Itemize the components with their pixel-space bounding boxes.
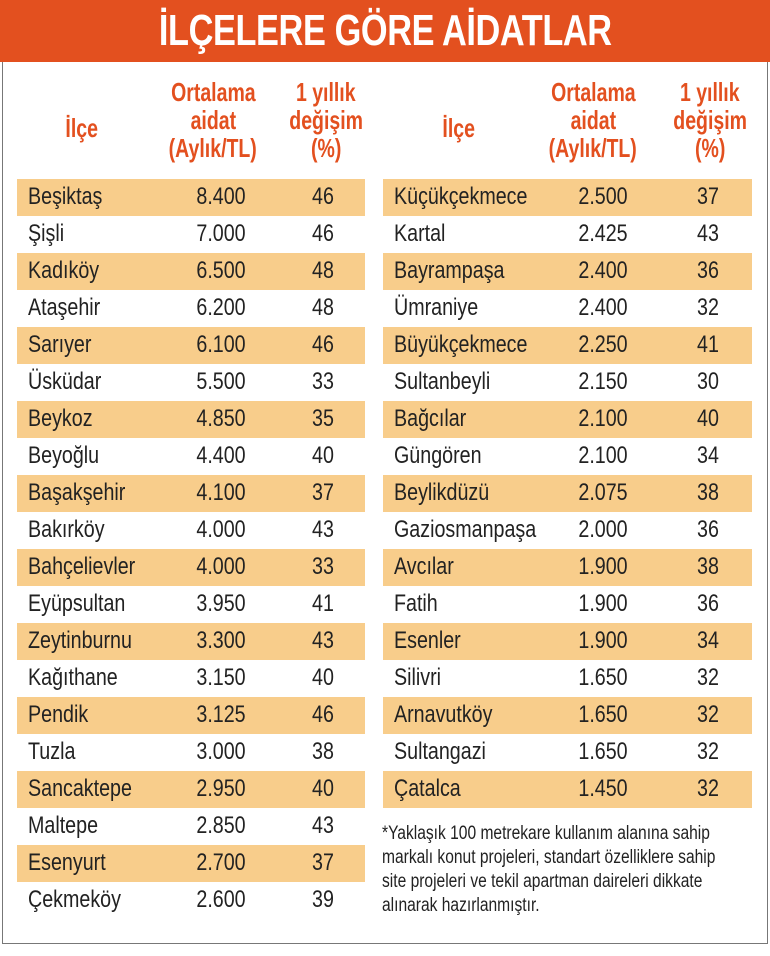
table-row xyxy=(383,697,752,734)
footnote-line: alınarak hazırlanmıştır. xyxy=(382,895,540,916)
yearly-change: 37 xyxy=(312,479,334,506)
average-fee: 4.400 xyxy=(196,442,246,469)
table-row xyxy=(17,512,365,549)
yearly-change: 33 xyxy=(312,553,334,580)
yearly-change: 37 xyxy=(312,849,334,876)
district-name: Maltepe xyxy=(28,812,99,839)
yearly-change: 39 xyxy=(312,886,334,913)
table-row xyxy=(17,771,365,808)
table-row xyxy=(383,475,752,512)
yearly-change: 36 xyxy=(697,516,719,543)
district-name: Ataşehir xyxy=(28,294,101,321)
yearly-change: 46 xyxy=(312,183,334,210)
average-fee: 2.700 xyxy=(196,849,246,876)
table-row xyxy=(17,216,365,253)
average-fee: 1.900 xyxy=(578,627,628,654)
yearly-change: 32 xyxy=(697,701,719,728)
table-row xyxy=(17,364,365,401)
average-fee: 1.650 xyxy=(578,738,628,765)
yearly-change: 41 xyxy=(697,331,719,358)
average-fee: 3.000 xyxy=(196,738,246,765)
table-row xyxy=(17,882,365,919)
district-name: Güngören xyxy=(394,442,482,469)
district-name: Arnavutköy xyxy=(394,701,493,728)
average-fee: 2.950 xyxy=(196,775,246,802)
district-name: Kartal xyxy=(394,220,446,247)
table-row xyxy=(383,512,752,549)
table-row xyxy=(383,216,752,253)
yearly-change: 32 xyxy=(697,294,719,321)
yearly-change: 40 xyxy=(312,775,334,802)
average-fee: 2.400 xyxy=(578,294,628,321)
table-row xyxy=(383,364,752,401)
table-row xyxy=(383,179,752,216)
average-fee: 2.850 xyxy=(196,812,246,839)
table-row xyxy=(17,327,365,364)
yearly-change: 36 xyxy=(697,590,719,617)
table-row xyxy=(17,179,365,216)
district-name: Beylikdüzü xyxy=(394,479,490,506)
district-name: Fatih xyxy=(394,590,438,617)
average-fee: 2.500 xyxy=(578,183,628,210)
district-name: Başakşehir xyxy=(28,479,126,506)
table-row xyxy=(17,697,365,734)
district-name: Tuzla xyxy=(28,738,76,765)
yearly-change: 40 xyxy=(312,442,334,469)
yearly-change: 41 xyxy=(312,590,334,617)
table-left xyxy=(17,179,365,919)
table-row xyxy=(17,475,365,512)
table-row xyxy=(17,660,365,697)
table-row xyxy=(17,586,365,623)
yearly-change: 32 xyxy=(697,664,719,691)
district-name: Ümraniye xyxy=(394,294,479,321)
table-row xyxy=(383,290,752,327)
table-row xyxy=(17,438,365,475)
yearly-change: 34 xyxy=(697,627,719,654)
average-fee: 1.450 xyxy=(578,775,628,802)
table-row xyxy=(17,808,365,845)
yearly-change: 43 xyxy=(312,627,334,654)
yearly-change: 46 xyxy=(312,331,334,358)
header-change-left: 1 yıllık değişim (%) xyxy=(289,77,363,163)
average-fee: 1.650 xyxy=(578,701,628,728)
average-fee: 6.200 xyxy=(196,294,246,321)
average-fee: 4.000 xyxy=(196,553,246,580)
average-fee: 4.100 xyxy=(196,479,246,506)
district-name: Bayrampaşa xyxy=(394,257,505,284)
district-name: Eyüpsultan xyxy=(28,590,126,617)
district-name: Zeytinburnu xyxy=(28,627,132,654)
table-row xyxy=(17,623,365,660)
district-name: Avcılar xyxy=(394,553,454,580)
district-name: Bahçelievler xyxy=(28,553,136,580)
district-name: Beykoz xyxy=(28,405,93,432)
average-fee: 2.100 xyxy=(578,442,628,469)
yearly-change: 33 xyxy=(312,368,334,395)
table-row xyxy=(383,734,752,771)
district-name: Esenler xyxy=(394,627,461,654)
yearly-change: 37 xyxy=(697,183,719,210)
table-row xyxy=(17,253,365,290)
district-name: Beyoğlu xyxy=(28,442,100,469)
yearly-change: 38 xyxy=(697,553,719,580)
yearly-change: 43 xyxy=(697,220,719,247)
district-name: Bakırköy xyxy=(28,516,105,543)
average-fee: 2.150 xyxy=(578,368,628,395)
yearly-change: 35 xyxy=(312,405,334,432)
yearly-change: 30 xyxy=(697,368,719,395)
header-avg-right: Ortalama aidat (Aylık/TL) xyxy=(548,77,638,163)
header-change-right: 1 yıllık değişim (%) xyxy=(673,77,747,163)
average-fee: 7.000 xyxy=(196,220,246,247)
footnote-line: *Yaklaşık 100 metrekare kullanım alanına sahip xyxy=(382,823,710,844)
district-name: Büyükçekmece xyxy=(394,331,528,358)
district-name: Bağcılar xyxy=(394,405,467,432)
table-row xyxy=(17,401,365,438)
yearly-change: 40 xyxy=(312,664,334,691)
yearly-change: 46 xyxy=(312,701,334,728)
table-row xyxy=(17,549,365,586)
district-name: Beşiktaş xyxy=(28,183,103,210)
district-name: Pendik xyxy=(28,701,89,728)
page-title: İLÇELERE GÖRE AİDATLAR xyxy=(158,6,612,55)
district-name: Üsküdar xyxy=(28,368,102,395)
table-row xyxy=(383,549,752,586)
yearly-change: 34 xyxy=(697,442,719,469)
average-fee: 3.150 xyxy=(196,664,246,691)
yearly-change: 40 xyxy=(697,405,719,432)
table-row xyxy=(383,327,752,364)
table-row xyxy=(383,253,752,290)
district-name: Silivri xyxy=(394,664,442,691)
table-row xyxy=(383,401,752,438)
average-fee: 3.300 xyxy=(196,627,246,654)
yearly-change: 48 xyxy=(312,294,334,321)
average-fee: 2.250 xyxy=(578,331,628,358)
average-fee: 2.000 xyxy=(578,516,628,543)
district-name: Kadıköy xyxy=(28,257,100,284)
average-fee: 4.850 xyxy=(196,405,246,432)
district-name: Kağıthane xyxy=(28,664,118,691)
district-name: Şişli xyxy=(28,220,65,247)
average-fee: 4.000 xyxy=(196,516,246,543)
average-fee: 2.600 xyxy=(196,886,246,913)
header-district-right: İlçe xyxy=(442,113,475,143)
table-row xyxy=(383,660,752,697)
district-name: Çekmeköy xyxy=(28,886,121,913)
table-right xyxy=(383,179,752,808)
average-fee: 2.425 xyxy=(578,220,628,247)
average-fee: 1.650 xyxy=(578,664,628,691)
table-row xyxy=(383,438,752,475)
yearly-change: 43 xyxy=(312,812,334,839)
yearly-change: 46 xyxy=(312,220,334,247)
header-avg-left: Ortalama aidat (Aylık/TL) xyxy=(168,77,258,163)
yearly-change: 38 xyxy=(312,738,334,765)
average-fee: 3.125 xyxy=(196,701,246,728)
footnote xyxy=(382,822,762,918)
yearly-change: 32 xyxy=(697,738,719,765)
district-name: Çatalca xyxy=(394,775,461,802)
table-row xyxy=(17,845,365,882)
district-name: Esenyurt xyxy=(28,849,106,876)
district-name: Gaziosmanpaşa xyxy=(394,516,537,543)
average-fee: 2.075 xyxy=(578,479,628,506)
average-fee: 3.950 xyxy=(196,590,246,617)
average-fee: 6.100 xyxy=(196,331,246,358)
average-fee: 1.900 xyxy=(578,553,628,580)
table-row xyxy=(17,734,365,771)
table-row xyxy=(383,771,752,808)
title-bar xyxy=(0,0,770,62)
yearly-change: 43 xyxy=(312,516,334,543)
yearly-change: 38 xyxy=(697,479,719,506)
average-fee: 2.100 xyxy=(578,405,628,432)
yearly-change: 48 xyxy=(312,257,334,284)
footnote-line: markalı konut projeleri, standart özelliklere sahip xyxy=(382,847,716,868)
average-fee: 8.400 xyxy=(196,183,246,210)
footnote-line: site projeleri ve tekil apartman daireleri dikkate xyxy=(382,871,703,892)
district-name: Sultanbeyli xyxy=(394,368,491,395)
average-fee: 5.500 xyxy=(196,368,246,395)
district-name: Sultangazi xyxy=(394,738,486,765)
district-name: Küçükçekmece xyxy=(394,183,528,210)
average-fee: 6.500 xyxy=(196,257,246,284)
yearly-change: 36 xyxy=(697,257,719,284)
district-name: Sarıyer xyxy=(28,331,92,358)
header-district-left: İlçe xyxy=(65,113,98,143)
table-row xyxy=(17,290,365,327)
table-row xyxy=(383,623,752,660)
yearly-change: 32 xyxy=(697,775,719,802)
average-fee: 2.400 xyxy=(578,257,628,284)
average-fee: 1.900 xyxy=(578,590,628,617)
district-name: Sancaktepe xyxy=(28,775,132,802)
table-row xyxy=(383,586,752,623)
